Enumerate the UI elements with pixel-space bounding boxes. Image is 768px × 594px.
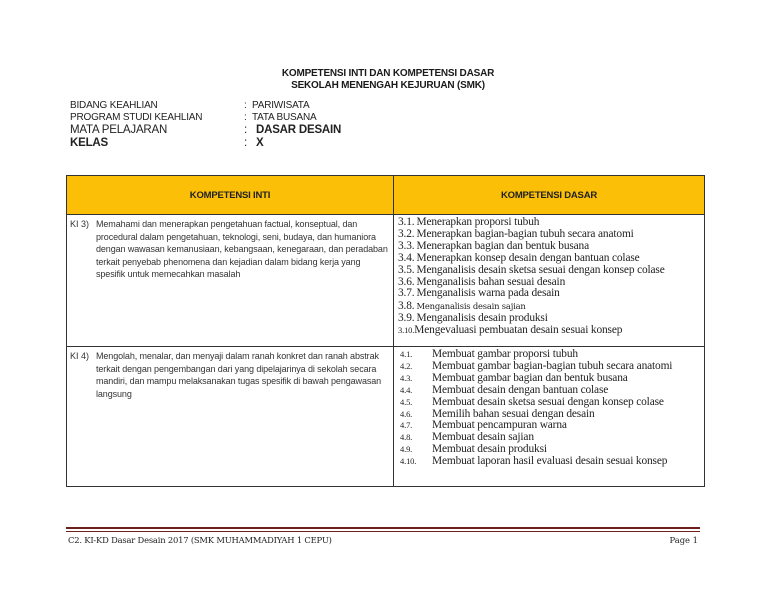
- table-row-ki4: [67, 347, 705, 487]
- meta-value: X: [256, 137, 264, 149]
- kd-text: Mengevaluasi pembuatan desain sesuai konsep: [414, 324, 623, 337]
- kd-item: [398, 397, 704, 409]
- kd-text: Membuat desain sketsa sesuai dengan konsep colase: [432, 395, 664, 408]
- footer-page-number: Page 1: [669, 535, 698, 545]
- document-subtitle: SEKOLAH MENENGAH KEJURUAN (SMK): [291, 80, 485, 91]
- kd-number: 3.5.: [398, 263, 415, 276]
- kd-number: 4.4.: [400, 384, 413, 395]
- kd-text: Menerapkan bagian dan bentuk busana: [416, 239, 590, 252]
- kd-cell: [394, 215, 705, 347]
- ki-number: KI 4): [70, 351, 90, 361]
- footer-divider-thin: [66, 531, 700, 532]
- meta-value: TATA BUSANA: [252, 112, 317, 123]
- kd-text: Menganalisis desain produksi: [416, 312, 548, 325]
- kd-text: Memilih bahan sesuai dengan desain: [432, 407, 595, 420]
- kd-number: 3.3.: [398, 239, 415, 252]
- kd-number: 4.9.: [400, 444, 413, 455]
- kd-text: Membuat desain dengan bantuan colase: [432, 383, 609, 396]
- meta-label: BIDANG KEAHLIAN: [70, 100, 158, 111]
- header-kompetensi-dasar: KOMPETENSI DASAR: [394, 176, 705, 215]
- kd-text: Membuat pencampuran warna: [432, 419, 567, 432]
- kd-number: 3.2.: [398, 227, 415, 240]
- kd-number: 4.10.: [400, 456, 417, 467]
- kd-number: 4.1.: [400, 349, 413, 359]
- kd-item: [398, 456, 704, 468]
- kd-text: Membuat gambar proporsi tubuh: [432, 348, 578, 360]
- kd-item: [398, 288, 704, 300]
- kd-text: Menganalisis desain sajian: [416, 301, 526, 312]
- meta-colon: :: [244, 112, 247, 123]
- ki-number: KI 3): [70, 219, 90, 229]
- kd-number: 4.5.: [400, 396, 413, 407]
- kd-number: 4.7.: [400, 420, 413, 431]
- ki-kd-table: [66, 175, 705, 487]
- meta-colon: :: [244, 124, 248, 136]
- kd-text: Menganalisis desain sketsa sesuai dengan konsep colase: [416, 263, 665, 276]
- footer-divider-thick: [66, 527, 700, 529]
- kd-text: Menerapkan konsep desain dengan bantuan colase: [416, 251, 640, 264]
- document-title: KOMPETENSI INTI DAN KOMPETENSI DASAR: [281, 68, 495, 79]
- kd-number: 3.4.: [398, 251, 415, 264]
- kd-text: Menganalisis warna pada desain: [416, 287, 560, 300]
- ki-text: Memahami dan menerapkan pengetahuan factual, konseptual, dan procedural dalam pengetahuan, teknologi, seni, budaya, dan humaniora dengan wawasan kemanusiaan, kebangsaan, kenegaraan, dan peradaban terkait penyebab phenomena dan kejadian dalam bidang kerja yang spesifik untuk memecahkan masalah: [96, 219, 388, 280]
- meta-colon: :: [244, 100, 247, 111]
- kd-item: [398, 373, 704, 385]
- meta-value: DASAR DESAIN: [256, 124, 342, 136]
- meta-colon: :: [244, 137, 248, 149]
- kd-text: Menerapkan proporsi tubuh: [416, 216, 540, 228]
- kd-number: 4.2.: [400, 360, 413, 371]
- kd-number: 3.10.: [398, 325, 415, 336]
- kd-item: [398, 325, 704, 337]
- kd-number: 4.6.: [400, 408, 413, 419]
- kd-text: Membuat gambar bagian-bagian tubuh secara anatomi: [432, 359, 673, 372]
- kd-number: 3.9.: [398, 312, 415, 325]
- ki-text: Mengolah, menalar, dan menyaji dalam ranah konkret dan ranah abstrak terkait dengan pengembangan dari yang dipelajarinya di sekolah secara mandiri, dan mampu melaksanakan tugas spesifik di bawah pengawasan langsung: [96, 351, 382, 399]
- table-row-ki3: [67, 215, 705, 347]
- kd-number: 3.8.: [398, 300, 415, 313]
- kd-number: 3.7.: [398, 287, 415, 300]
- kd-text: Membuat desain sajian: [432, 431, 534, 444]
- meta-label: KELAS: [70, 137, 108, 149]
- table-header-row: [67, 176, 705, 215]
- meta-label: MATA PELAJARAN: [70, 124, 168, 136]
- kd-cell: [394, 347, 705, 487]
- meta-value: PARIWISATA: [252, 100, 310, 111]
- kd-text: Membuat laporan hasil evaluasi desain sesuai konsep: [432, 455, 668, 468]
- kd-number: 4.3.: [400, 372, 413, 383]
- footer-document-label: C2. KI-KD Dasar Desain 2017 (SMK MUHAMMADIYAH 1 CEPU): [68, 535, 332, 545]
- kd-number: 4.8.: [400, 432, 413, 443]
- meta-label: PROGRAM STUDI KEAHLIAN: [70, 112, 203, 123]
- kd-item: [398, 385, 704, 397]
- kd-number: 3.6.: [398, 275, 415, 288]
- kd-text: Menganalisis bahan sesuai desain: [416, 275, 566, 288]
- header-kompetensi-inti: KOMPETENSI INTI: [67, 176, 394, 215]
- kd-number: 3.1.: [398, 216, 415, 228]
- kd-text: Membuat desain produksi: [432, 443, 547, 456]
- ki-cell: [67, 215, 394, 347]
- ki-cell: [67, 347, 394, 487]
- kd-text: Membuat gambar bagian dan bentuk busana: [432, 371, 628, 384]
- kd-text: Menerapkan bagian-bagian tubuh secara anatomi: [416, 227, 634, 240]
